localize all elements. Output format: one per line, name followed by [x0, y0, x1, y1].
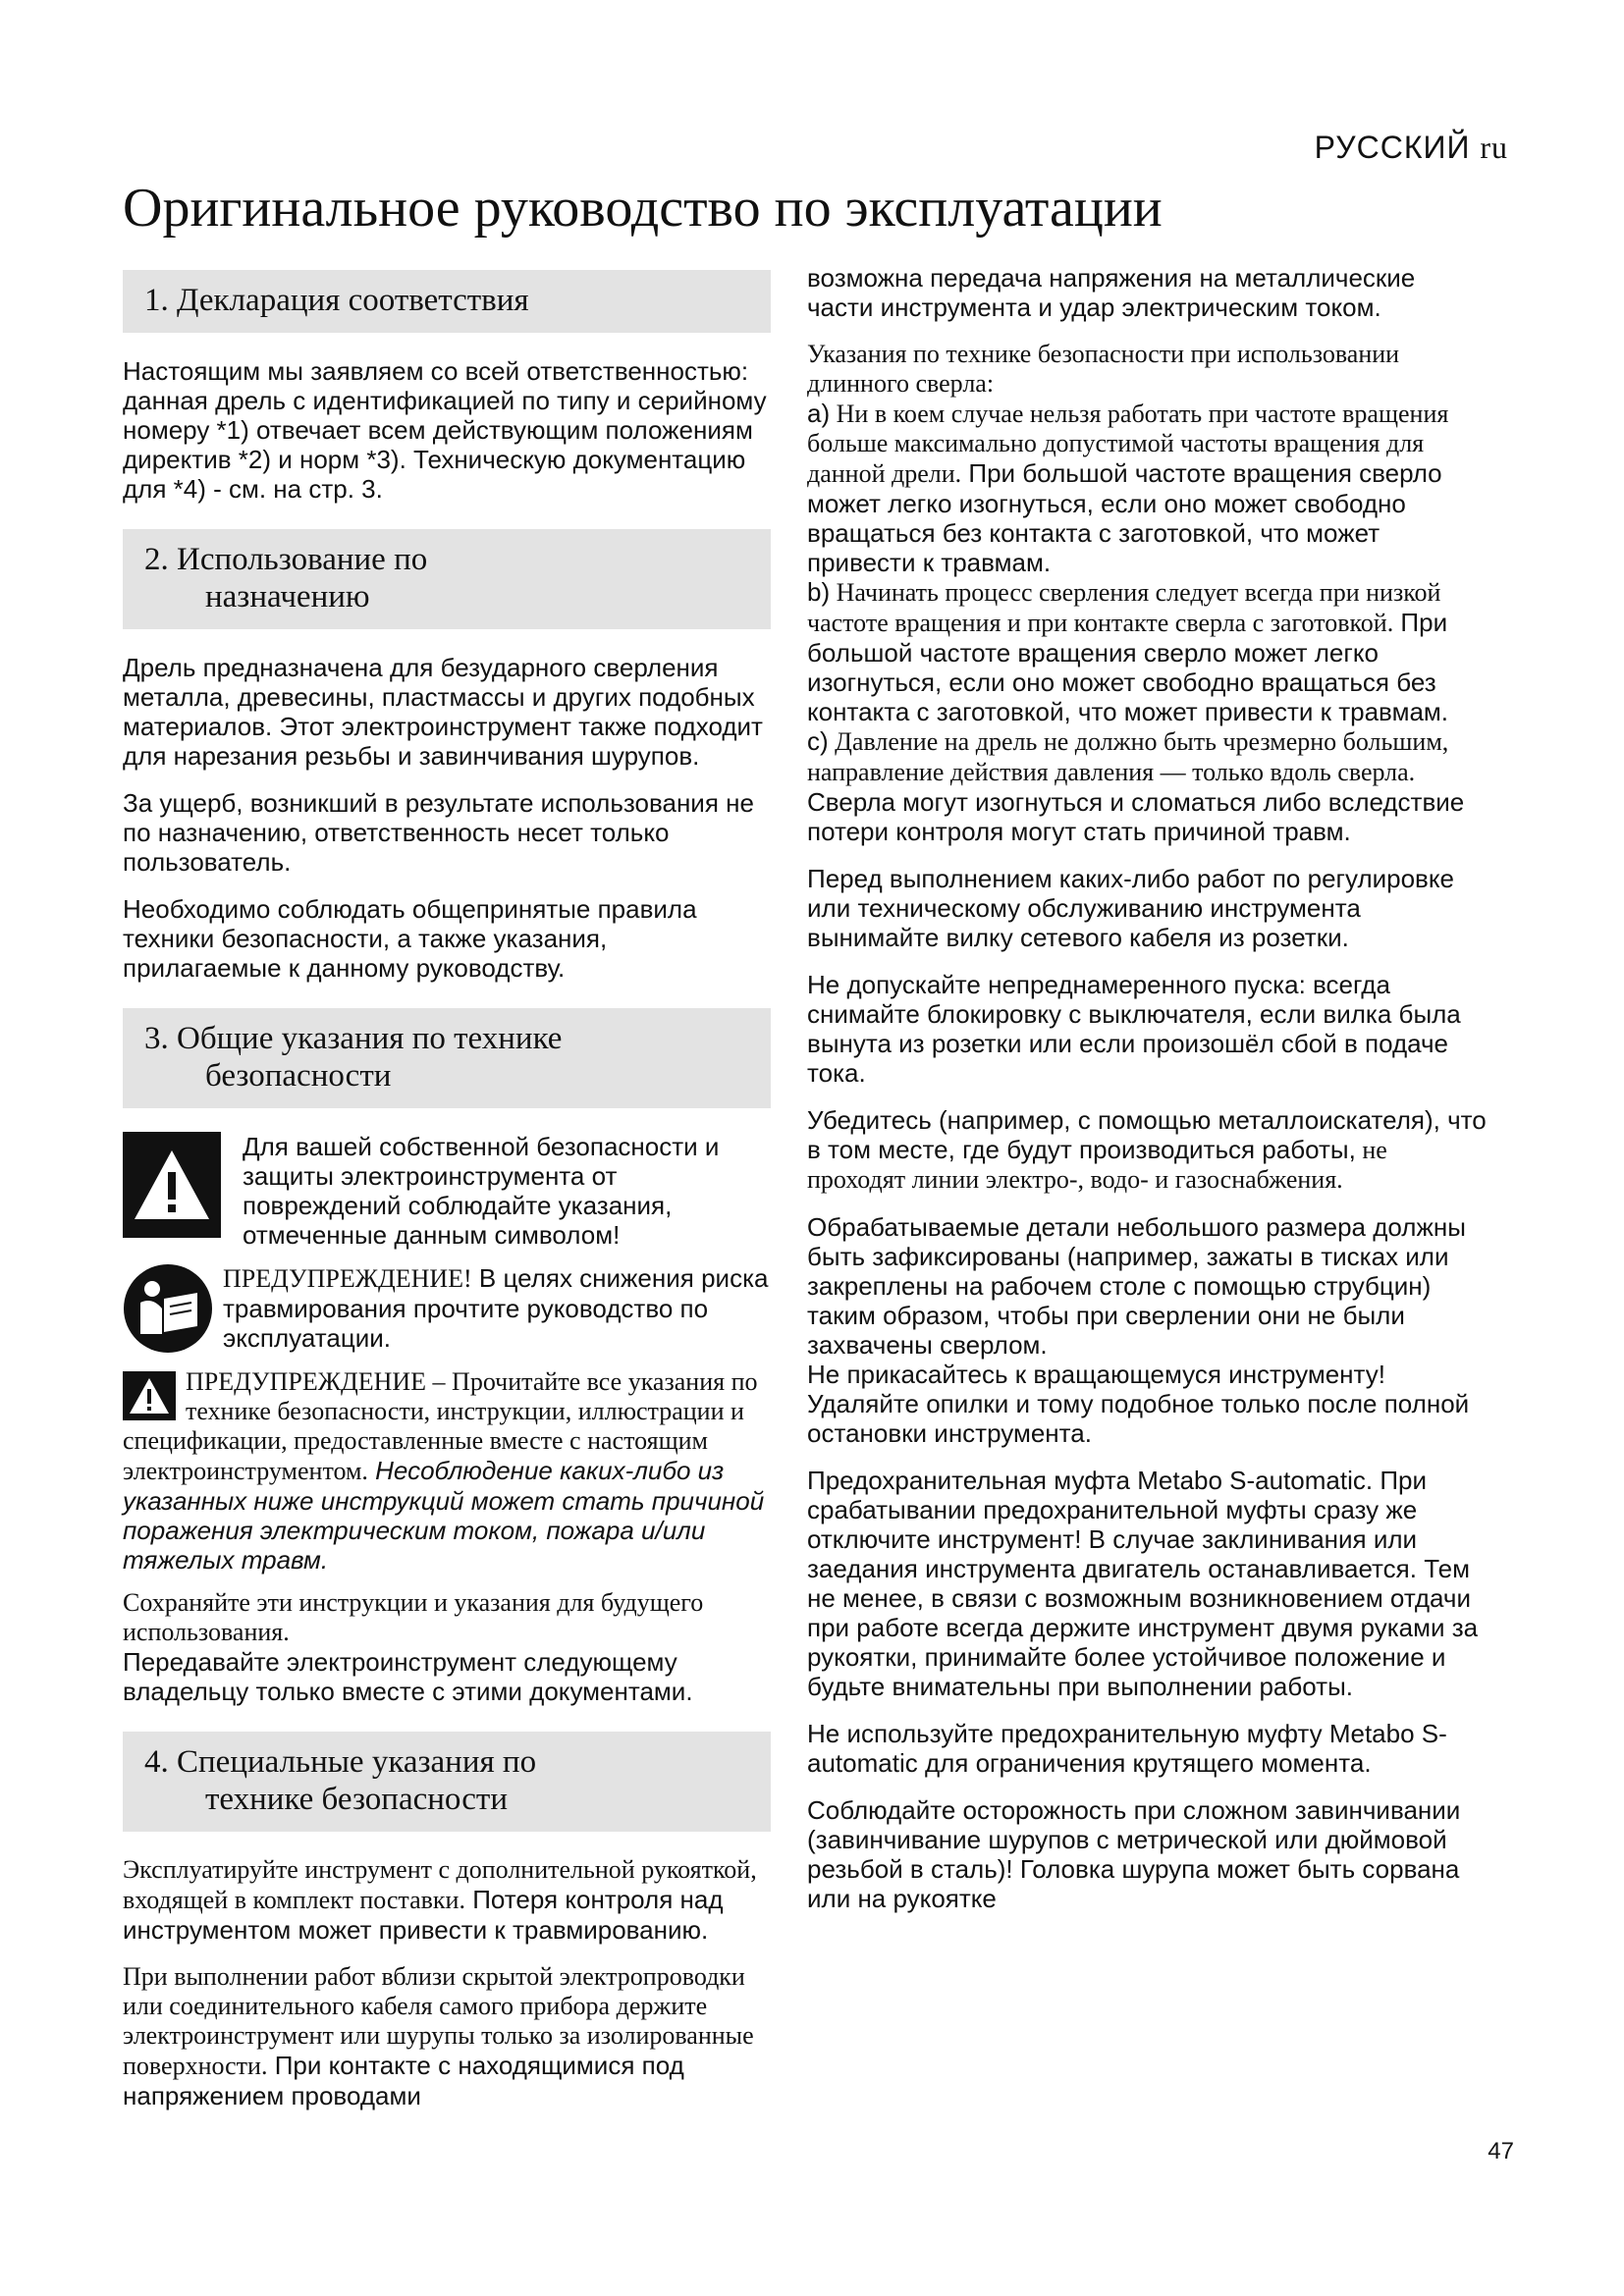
read-manual-lead: ПРЕДУПРЕЖДЕНИЕ!: [223, 1264, 472, 1293]
language-label: [1315, 130, 1508, 166]
item-a-sans: При большой частоте вращения сверло может легко изогнуться, если оно может свободно вращаться без контакта с заготовкой, что может привести к травмам.: [807, 458, 1442, 577]
item-c-label: c): [807, 726, 829, 756]
safety-rules-text: Необходимо соблюдать общепринятые правила техники безопасности, а также указания, прилагаемые к данному руководству.: [123, 894, 697, 983]
item-c-serif: Давление на дрель не должно быть чрезмерно большим, направление действия давления — только вдоль сверла.: [807, 727, 1449, 786]
general-warning: [123, 1367, 771, 1575]
general-warning-lead: ПРЕДУПРЕЖДЕНИЕ – Прочитайте все указания по технике безопасности, инструкции, иллюстрации и спецификации, предоставленные вместе с настоящим электроинструментом.: [123, 1367, 758, 1485]
section-2-heading-line1: 2. Использование по: [144, 542, 428, 577]
rotating-tool-text: Не прикасайтесь к вращающемуся инструменту! Удаляйте опилки и тому подобное только после полной остановки инструмента.: [807, 1360, 1470, 1448]
check-lines-sans: Убедитесь (например, с помощью металлоискателя), что в том месте, где будут производиться работы,: [807, 1105, 1487, 1164]
auxiliary-handle-serif: Эксплуатируйте инструмент с дополнительной рукояткой, входящей в комплект поставки.: [123, 1855, 757, 1914]
check-lines-text: [807, 1105, 1487, 1195]
item-b-label: b): [807, 577, 831, 607]
read-manual-icon: [123, 1263, 213, 1354]
intended-use-text: Дрель предназначена для безударного сверления металла, древесины, пластмассы и других подобных материалов. Этот электроинструмент также подходит для нарезания резьбы и завинчивания шурупов.: [123, 653, 763, 771]
section-3-heading-line2: безопасности: [205, 1058, 392, 1094]
long-bit-item-a: [807, 399, 1487, 577]
left-column: [123, 270, 771, 2128]
hidden-wiring-text: [123, 1962, 771, 2110]
small-workpieces-text: Обрабатываемые детали небольшого размера должны быть зафиксированы (например, зажаты в тисках или закреплены на рабочем столе с помощью струбцин) таким образом, чтобы при сверлении они не были захвачены сверлом.: [807, 1212, 1466, 1360]
section-1-heading: 1. Декларация соответствия: [123, 270, 771, 333]
section-2-heading-line2: назначению: [205, 579, 370, 614]
declaration-text: Настоящим мы заявляем со всей ответственностью: данная дрель с идентификацией по типу и серийному номеру *1) отвечает всем действующим положениям директив *2) и норм *3). Техническую документацию для *4) - см. на стр. 3.: [123, 356, 767, 504]
check-lines-serif: не проходят линии электро-, водо- и газоснабжения.: [807, 1136, 1387, 1194]
section-4-heading-line2: технике безопасности: [205, 1782, 508, 1817]
read-manual-text: В целях снижения риска травмирования прочтите руководство по эксплуатации.: [223, 1263, 769, 1353]
item-a-label: a): [807, 399, 831, 428]
warning-triangle-small-icon: [123, 1371, 176, 1420]
keep-instructions-text: Сохраняйте эти инструкции и указания для будущего использования.: [123, 1588, 704, 1646]
section-4-heading: [123, 1732, 771, 1832]
section-2-heading: [123, 529, 771, 629]
hidden-wiring-serif: При выполнении работ вблизи скрытой электропроводки или соединительного кабеля самого прибора держите электроинструмент или шурупы только за изолированные поверхности.: [123, 1962, 754, 2080]
safety-symbol-text: Для вашей собственной безопасности и защиты электроинструмента от повреждений соблюдайте указания, отмеченные данным символом!: [243, 1132, 720, 1250]
electric-shock-continuation: возможна передача напряжения на металлические части инструмента и удар электрическим током.: [807, 263, 1416, 322]
safety-clutch-text: Предохранительная муфта Metabo S-automatic. При срабатывании предохранительной муфты сразу же отключите инструмент! В случае заклинивания или заедания инструмента двигатель останавливается. Тем не менее, в связи с возможным возникновением отдачи при работе всегда держите инструмент двумя руками за рукоятки, принимайте более устойчивое положение и будьте внимательны при выполнении работы.: [807, 1466, 1479, 1701]
item-b-sans: При большой частоте вращения сверло может легко изогнуться, если оно может свободно вращаться без контакта с заготовкой, что может привести к травмам.: [807, 608, 1449, 726]
careful-screwing-text: Соблюдайте осторожность при сложном завинчивании (завинчивание шурупов с метрической или дюймовой резьбой в сталь)! Головка шурупа может быть сорвана или на рукоятке: [807, 1795, 1461, 1913]
liability-text: За ущерб, возникший в результате использования не по назначению, ответственность несет только пользователь.: [123, 788, 754, 877]
pass-on-documents-text: Передавайте электроинструмент следующему владельцу только вместе с этими документами.: [123, 1647, 693, 1706]
language-name: РУССКИЙ: [1314, 130, 1471, 165]
section-4-heading-line1: 4. Специальные указания по: [144, 1744, 537, 1780]
unplug-text: Перед выполнением каких-либо работ по регулировке или техническому обслуживанию инструмента вынимайте вилку сетевого кабеля из розетки.: [807, 864, 1455, 952]
page-number: 47: [1488, 2138, 1514, 2164]
right-column: [807, 263, 1487, 1931]
general-warning-consequence: Несоблюдение каких-либо из указанных ниже инструкций может стать причиной поражения электрическим током, пожара и/или тяжелых травм.: [123, 1456, 765, 1575]
section-3-heading-line1: 3. Общие указания по технике: [144, 1021, 563, 1056]
long-bit-item-b: [807, 577, 1487, 726]
item-a-serif: Ни в коем случае нельзя работать при частоте вращения больше максимально допустимой частоты вращения для данной дрели.: [807, 400, 1449, 488]
item-c-sans: Сверла могут изогнуться и сломаться либо вследствие потери контроля могут стать причиной травм.: [807, 787, 1465, 846]
language-code: ru: [1480, 130, 1508, 165]
page-title: Оригинальное руководство по эксплуатации: [123, 178, 1163, 239]
read-manual-text-block: [223, 1263, 771, 1353]
warning-triangle-icon: [123, 1132, 221, 1238]
auxiliary-handle-sans: Потеря контроля над инструментом может привести к травмированию.: [123, 1885, 724, 1945]
auxiliary-handle-text: [123, 1855, 771, 1945]
safety-symbol-note: [123, 1132, 771, 1250]
no-torque-limit-text: Не используйте предохранительную муфту Metabo S-automatic для ограничения крутящего момента.: [807, 1719, 1447, 1778]
long-bit-heading: Указания по технике безопасности при использовании длинного сверла:: [807, 340, 1400, 398]
hidden-wiring-sans: При контакте с находящимися под напряжением проводами: [123, 2051, 684, 2110]
section-3-heading: [123, 1008, 771, 1108]
item-b-serif: Начинать процесс сверления следует всегда при низкой частоте вращения и при контакте сверла с заготовкой.: [807, 578, 1441, 637]
read-manual-note: [123, 1263, 771, 1354]
long-bit-item-c: [807, 726, 1487, 846]
unintended-start-text: Не допускайте непреднамеренного пуска: всегда снимайте блокировку с выключателя, если вилка была вынута из розетки или если произошёл сбой в подаче тока.: [807, 970, 1461, 1088]
